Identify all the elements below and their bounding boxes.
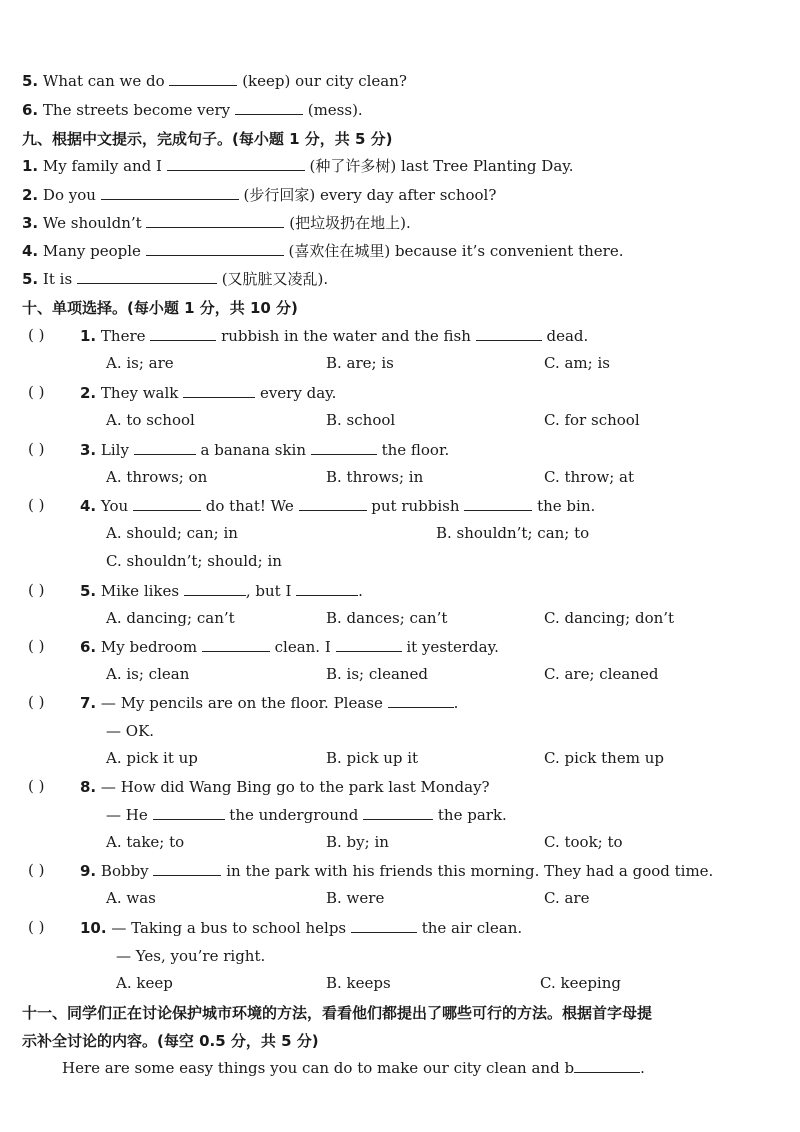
stem-text: Mike likes [100,582,180,600]
answer-blank[interactable] [363,805,433,820]
stem-text: dead. [546,327,589,345]
option-b[interactable]: B. shouldn’t; can; to [436,524,590,542]
answer-blank[interactable] [146,241,284,256]
answer-blank[interactable] [150,326,216,341]
question-number: 8. [80,778,97,796]
answer-bracket[interactable]: ( ) [28,496,45,514]
answer-blank[interactable] [101,185,239,200]
item-number: 5. [22,270,39,288]
option-b[interactable]: B. by; in [326,833,389,851]
answer-bracket[interactable]: ( ) [28,637,45,655]
stem-text: put rubbish [371,497,460,515]
option-b[interactable]: B. keeps [326,974,391,992]
question-number: 2. [80,384,97,402]
dialogue-reply: — OK. [106,722,155,740]
stem-text: it yesterday. [406,638,499,656]
option-b[interactable]: B. dances; can’t [326,609,448,627]
stem-text: the bin. [537,497,596,515]
sentence-text: (又肮脏又凌乱). [221,270,329,288]
sentence-text: We shouldn’t [42,214,142,232]
question-number: 6. [80,638,97,656]
answer-blank[interactable] [388,693,454,708]
option-a[interactable]: A. throws; on [106,468,208,486]
sentence-text: The streets become very [42,101,231,119]
item-number: 3. [22,214,39,232]
item-number: 1. [22,157,39,175]
option-a[interactable]: A. to school [106,411,195,429]
stem-text: — He [106,806,148,824]
question-stem [80,861,713,881]
stem-text: in the park with his friends this morning. They had a good time. [226,862,714,880]
answer-blank[interactable] [133,496,201,511]
option-a[interactable]: A. is; clean [106,665,190,683]
option-a[interactable]: A. dancing; can’t [106,609,235,627]
answer-blank[interactable] [153,861,221,876]
stem-text: the air clean. [421,919,523,937]
stem-text: clean. I [274,638,331,656]
answer-bracket[interactable]: ( ) [28,440,45,458]
question-stem [80,496,595,516]
answer-bracket[interactable]: ( ) [28,777,45,795]
question-number: 10. [80,919,107,937]
option-b[interactable]: B. school [326,411,396,429]
exercise-line [22,269,328,289]
stem-text: . [358,582,363,600]
answer-blank[interactable] [134,440,196,455]
answer-bracket[interactable]: ( ) [28,326,45,344]
question-stem [80,383,336,403]
stem-text: You [100,497,129,515]
section-heading: 十一、同学们正在讨论保护城市环境的方法，看看他们都提出了哪些可行的方法。根据首字母提 [22,1004,653,1022]
answer-bracket[interactable]: ( ) [28,383,45,401]
item-number: 5. [22,72,39,90]
sentence-text: (keep) our city clean? [242,72,407,90]
stem-text: the underground [229,806,359,824]
option-a[interactable]: A. pick it up [106,749,198,767]
answer-blank[interactable] [235,100,303,115]
sentence-text: (mess). [307,101,363,119]
option-b[interactable]: B. are; is [326,354,394,372]
answer-blank[interactable] [296,581,358,596]
stem-text: every day. [259,384,337,402]
option-c[interactable]: C. keeping [540,974,621,992]
answer-blank[interactable] [574,1058,640,1073]
question-stem [80,637,499,657]
option-c[interactable]: C. are; cleaned [544,665,659,683]
option-c[interactable]: C. are [544,889,590,907]
stem-text: , but I [245,582,292,600]
option-b[interactable]: B. were [326,889,385,907]
exercise-line [22,213,411,233]
question-number: 5. [80,582,97,600]
sentence-text: Many people [42,242,141,260]
option-a[interactable]: A. was [106,889,156,907]
option-c[interactable]: C. pick them up [544,749,664,767]
option-a[interactable]: A. keep [116,974,173,992]
exercise-line [22,100,363,120]
question-stem [80,777,490,797]
sentence-text: Do you [42,186,96,204]
stem-text: Bobby [100,862,149,880]
question-number: 7. [80,694,97,712]
option-c[interactable]: C. dancing; don’t [544,609,675,627]
section-heading: 十、单项选择。(每小题 1 分，共 10 分) [22,299,298,317]
dialogue-reply: — Yes, you’re right. [116,947,266,965]
option-b[interactable]: B. pick up it [326,749,419,767]
stem-text: Lily [100,441,129,459]
answer-blank[interactable] [351,918,417,933]
answer-blank[interactable] [476,326,542,341]
section-heading: 九、根据中文提示，完成句子。(每小题 1 分，共 5 分) [22,130,393,148]
item-number: 2. [22,186,39,204]
option-c[interactable]: C. throw; at [544,468,634,486]
stem-text: the floor. [381,441,450,459]
answer-blank[interactable] [299,496,367,511]
question-number: 3. [80,441,97,459]
question-stem [80,693,458,713]
answer-blank[interactable] [184,581,246,596]
question-stem [80,440,449,460]
stem-text: . [453,694,459,712]
item-number: 4. [22,242,39,260]
option-a[interactable]: A. take; to [106,833,185,851]
dialogue-reply [106,805,507,825]
sentence-text: (步行回家) every day after school? [243,186,497,204]
answer-bracket[interactable]: ( ) [28,581,45,599]
answer-blank[interactable] [146,213,284,228]
answer-blank[interactable] [183,383,255,398]
sentence-text: (把垃圾扔在地上). [289,214,411,232]
stem-text: a banana skin [200,441,306,459]
stem-text: — Taking a bus to school helps [111,919,347,937]
item-number: 6. [22,101,39,119]
section-heading-continued: 示补全讨论的内容。(每空 0.5 分，共 5 分) [22,1032,319,1050]
stem-text: the park. [437,806,507,824]
option-a[interactable]: A. is; are [106,354,174,372]
option-b[interactable]: B. is; cleaned [326,665,429,683]
sentence-text: (喜欢住在城里) because it’s convenient there. [288,242,624,260]
option-c[interactable]: C. for school [544,411,640,429]
answer-blank[interactable] [202,637,270,652]
answer-blank[interactable] [311,440,377,455]
sentence-text: My family and I [42,157,162,175]
answer-blank[interactable] [464,496,532,511]
sentence-text: (种了许多树) last Tree Planting Day. [309,157,574,175]
stem-text: There [100,327,146,345]
stem-text: — How did Wang Bing go to the park last Monday? [100,778,490,796]
question-number: 9. [80,862,97,880]
answer-bracket[interactable]: ( ) [28,861,45,879]
exercise-line [22,185,496,205]
stem-text: They walk [100,384,179,402]
stem-text: rubbish in the water and the fish [221,327,471,345]
sentence-text: It is [42,270,73,288]
stem-text: My bedroom [100,638,198,656]
passage-sentence: . [640,1059,645,1077]
exercise-line [22,156,574,176]
sentence-text: What can we do [42,72,165,90]
exercise-line [22,241,623,261]
option-c[interactable]: C. am; is [544,354,610,372]
answer-blank[interactable] [153,805,225,820]
option-a[interactable]: A. should; can; in [106,524,238,542]
passage-sentence: Here are some easy things you can do to make our city clean and b [62,1059,575,1077]
question-number: 4. [80,497,97,515]
stem-text: — My pencils are on the floor. Please [100,694,383,712]
option-c[interactable]: C. shouldn’t; should; in [106,552,282,570]
answer-bracket[interactable]: ( ) [28,918,45,936]
answer-blank[interactable] [336,637,402,652]
exercise-line [22,71,407,91]
question-stem [80,918,522,938]
passage-text [62,1058,645,1078]
question-stem [80,326,588,346]
answer-blank[interactable] [167,156,305,171]
stem-text: do that! We [205,497,294,515]
answer-blank[interactable] [77,269,217,284]
answer-blank[interactable] [169,71,237,86]
answer-bracket[interactable]: ( ) [28,693,45,711]
option-b[interactable]: B. throws; in [326,468,424,486]
question-stem [80,581,363,601]
question-number: 1. [80,327,97,345]
option-c[interactable]: C. took; to [544,833,623,851]
